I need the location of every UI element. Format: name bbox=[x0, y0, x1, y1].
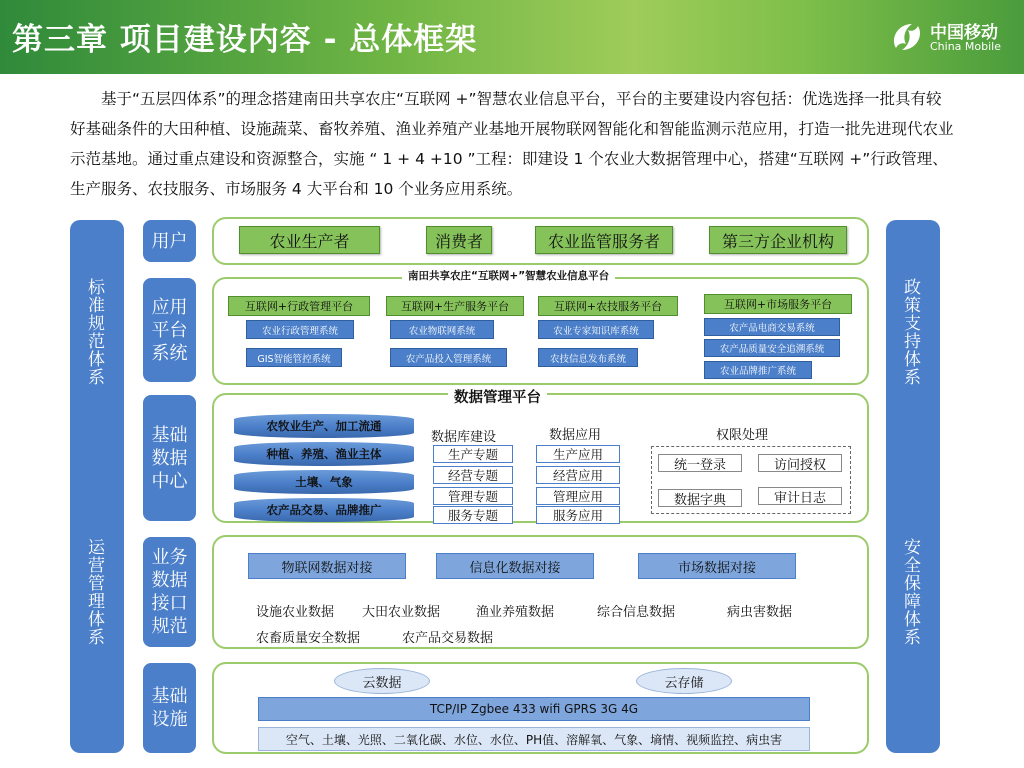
data-pests: 病虫害数据 bbox=[727, 605, 793, 620]
system-admin-2: GIS智能管控系统 bbox=[246, 348, 342, 367]
data-center-panel-title: 数据管理平台 bbox=[448, 386, 547, 407]
db-build-1: 生产专题 bbox=[433, 445, 513, 463]
cloud-storage: 云存储 bbox=[636, 668, 732, 694]
system-agritech-2: 农技信息发布系统 bbox=[538, 348, 638, 367]
layer-label-apps: 应用平台系统 bbox=[143, 278, 196, 382]
system-agritech-1: 农业专家知识库系统 bbox=[538, 320, 654, 339]
database-2: 种植、养殖、渔业主体 bbox=[234, 442, 414, 466]
pillar-operations: 运营管理体系 bbox=[84, 538, 104, 646]
data-field: 大田农业数据 bbox=[362, 605, 441, 620]
protocol-bar: TCP/IP Zgbee 433 wifi GPRS 3G 4G bbox=[258, 697, 810, 721]
system-production-1: 农业物联网系统 bbox=[390, 320, 494, 339]
user-third-party: 第三方企业机构 bbox=[709, 226, 847, 254]
right-pillar bbox=[886, 220, 940, 753]
platform-admin: 互联网+行政管理平台 bbox=[228, 296, 370, 316]
perm-title: 权限处理 bbox=[716, 428, 769, 443]
page-title: 第三章 项目建设内容 - 总体框架 bbox=[12, 22, 478, 58]
data-app-2: 经营应用 bbox=[536, 466, 620, 484]
cloud-data: 云数据 bbox=[334, 668, 430, 694]
perm-login: 统一登录 bbox=[658, 454, 742, 472]
system-market-1: 农产品电商交易系统 bbox=[704, 318, 840, 336]
db-build-2: 经营专题 bbox=[433, 466, 513, 484]
logo-text-cn: 中国移动 bbox=[930, 23, 998, 43]
left-pillar bbox=[70, 220, 124, 753]
pillar-security: 安全保障体系 bbox=[900, 538, 920, 646]
data-app-1: 生产应用 bbox=[536, 445, 620, 463]
platform-agritech: 互联网+农技服务平台 bbox=[538, 296, 678, 316]
database-3: 土壤、气象 bbox=[234, 470, 414, 494]
intro-paragraph: 基于“五层四体系”的理念搭建南田共享农庄“互联网 +”智慧农业信息平台，平台的主要建设内容包括：优选选择一批具有较好基础条件的大田种植、设施蔬菜、畜牧养殖、渔业养殖产业基地开展物联网智能化和智能监测示范应用，打造一批先进现代农业示范基地。通过重点建设和资源整合，实施 “ 1 + 4 +10 ”工程：即建设 1 个农业大数据管理中心，搭建“互联网 +”行政管理、生产服务、农技服务、市场服务 4 大平台和 10 个业务应用系统。 bbox=[70, 90, 954, 198]
system-market-3: 农业品牌推广系统 bbox=[704, 361, 812, 379]
perm-dictionary: 数据字典 bbox=[658, 489, 742, 507]
db-build-3: 管理专题 bbox=[433, 487, 513, 505]
layer-label-users: 用户 bbox=[143, 220, 196, 262]
system-admin-1: 农业行政管理系统 bbox=[246, 320, 354, 339]
db-build-title: 数据库建设 bbox=[431, 430, 497, 445]
pillar-policy: 政策支持体系 bbox=[900, 278, 920, 386]
data-fishery: 渔业养殖数据 bbox=[476, 605, 555, 620]
logo-text-en: China Mobile bbox=[930, 40, 1002, 53]
data-comprehensive: 综合信息数据 bbox=[597, 605, 676, 620]
intro-text bbox=[70, 84, 955, 204]
data-quality: 农畜质量安全数据 bbox=[256, 631, 361, 646]
data-app-3: 管理应用 bbox=[536, 487, 620, 505]
data-trade: 农产品交易数据 bbox=[402, 631, 494, 646]
database-1: 农牧业生产、加工流通 bbox=[234, 414, 414, 438]
platform-production: 互联网+生产服务平台 bbox=[386, 296, 524, 316]
layer-label-interface: 业务数据接口规范 bbox=[143, 537, 196, 647]
db-build-4: 服务专题 bbox=[433, 506, 513, 524]
user-regulators: 农业监管服务者 bbox=[535, 226, 673, 254]
interface-info: 信息化数据对接 bbox=[436, 553, 594, 579]
layer-label-infra: 基础设施 bbox=[143, 663, 196, 753]
interface-iot: 物联网数据对接 bbox=[248, 553, 406, 579]
perm-access: 访问授权 bbox=[758, 454, 842, 472]
data-app-4: 服务应用 bbox=[536, 506, 620, 524]
platform-market: 互联网+市场服务平台 bbox=[704, 294, 852, 314]
apps-panel-title: 南田共享农庄“互联网+”智慧农业信息平台 bbox=[402, 268, 615, 283]
database-4: 农产品交易、品牌推广 bbox=[234, 498, 414, 522]
sensors-bar: 空气、土壤、光照、二氧化碳、水位、水位、PH值、溶解氧、气象、墒情、视频监控、病虫害 bbox=[258, 727, 810, 751]
china-mobile-logo-icon bbox=[888, 18, 926, 56]
interface-market: 市场数据对接 bbox=[638, 553, 796, 579]
data-app-title: 数据应用 bbox=[549, 428, 602, 443]
pillar-standards: 标准规范体系 bbox=[84, 278, 104, 386]
system-market-2: 农产品质量安全追溯系统 bbox=[704, 339, 840, 357]
system-production-2: 农产品投入管理系统 bbox=[390, 348, 507, 367]
user-farmers: 农业生产者 bbox=[239, 226, 380, 254]
layer-label-data-center: 基础数据中心 bbox=[143, 395, 196, 521]
perm-audit: 审计日志 bbox=[758, 487, 842, 505]
data-facility: 设施农业数据 bbox=[256, 605, 335, 620]
user-consumers: 消费者 bbox=[426, 226, 492, 254]
